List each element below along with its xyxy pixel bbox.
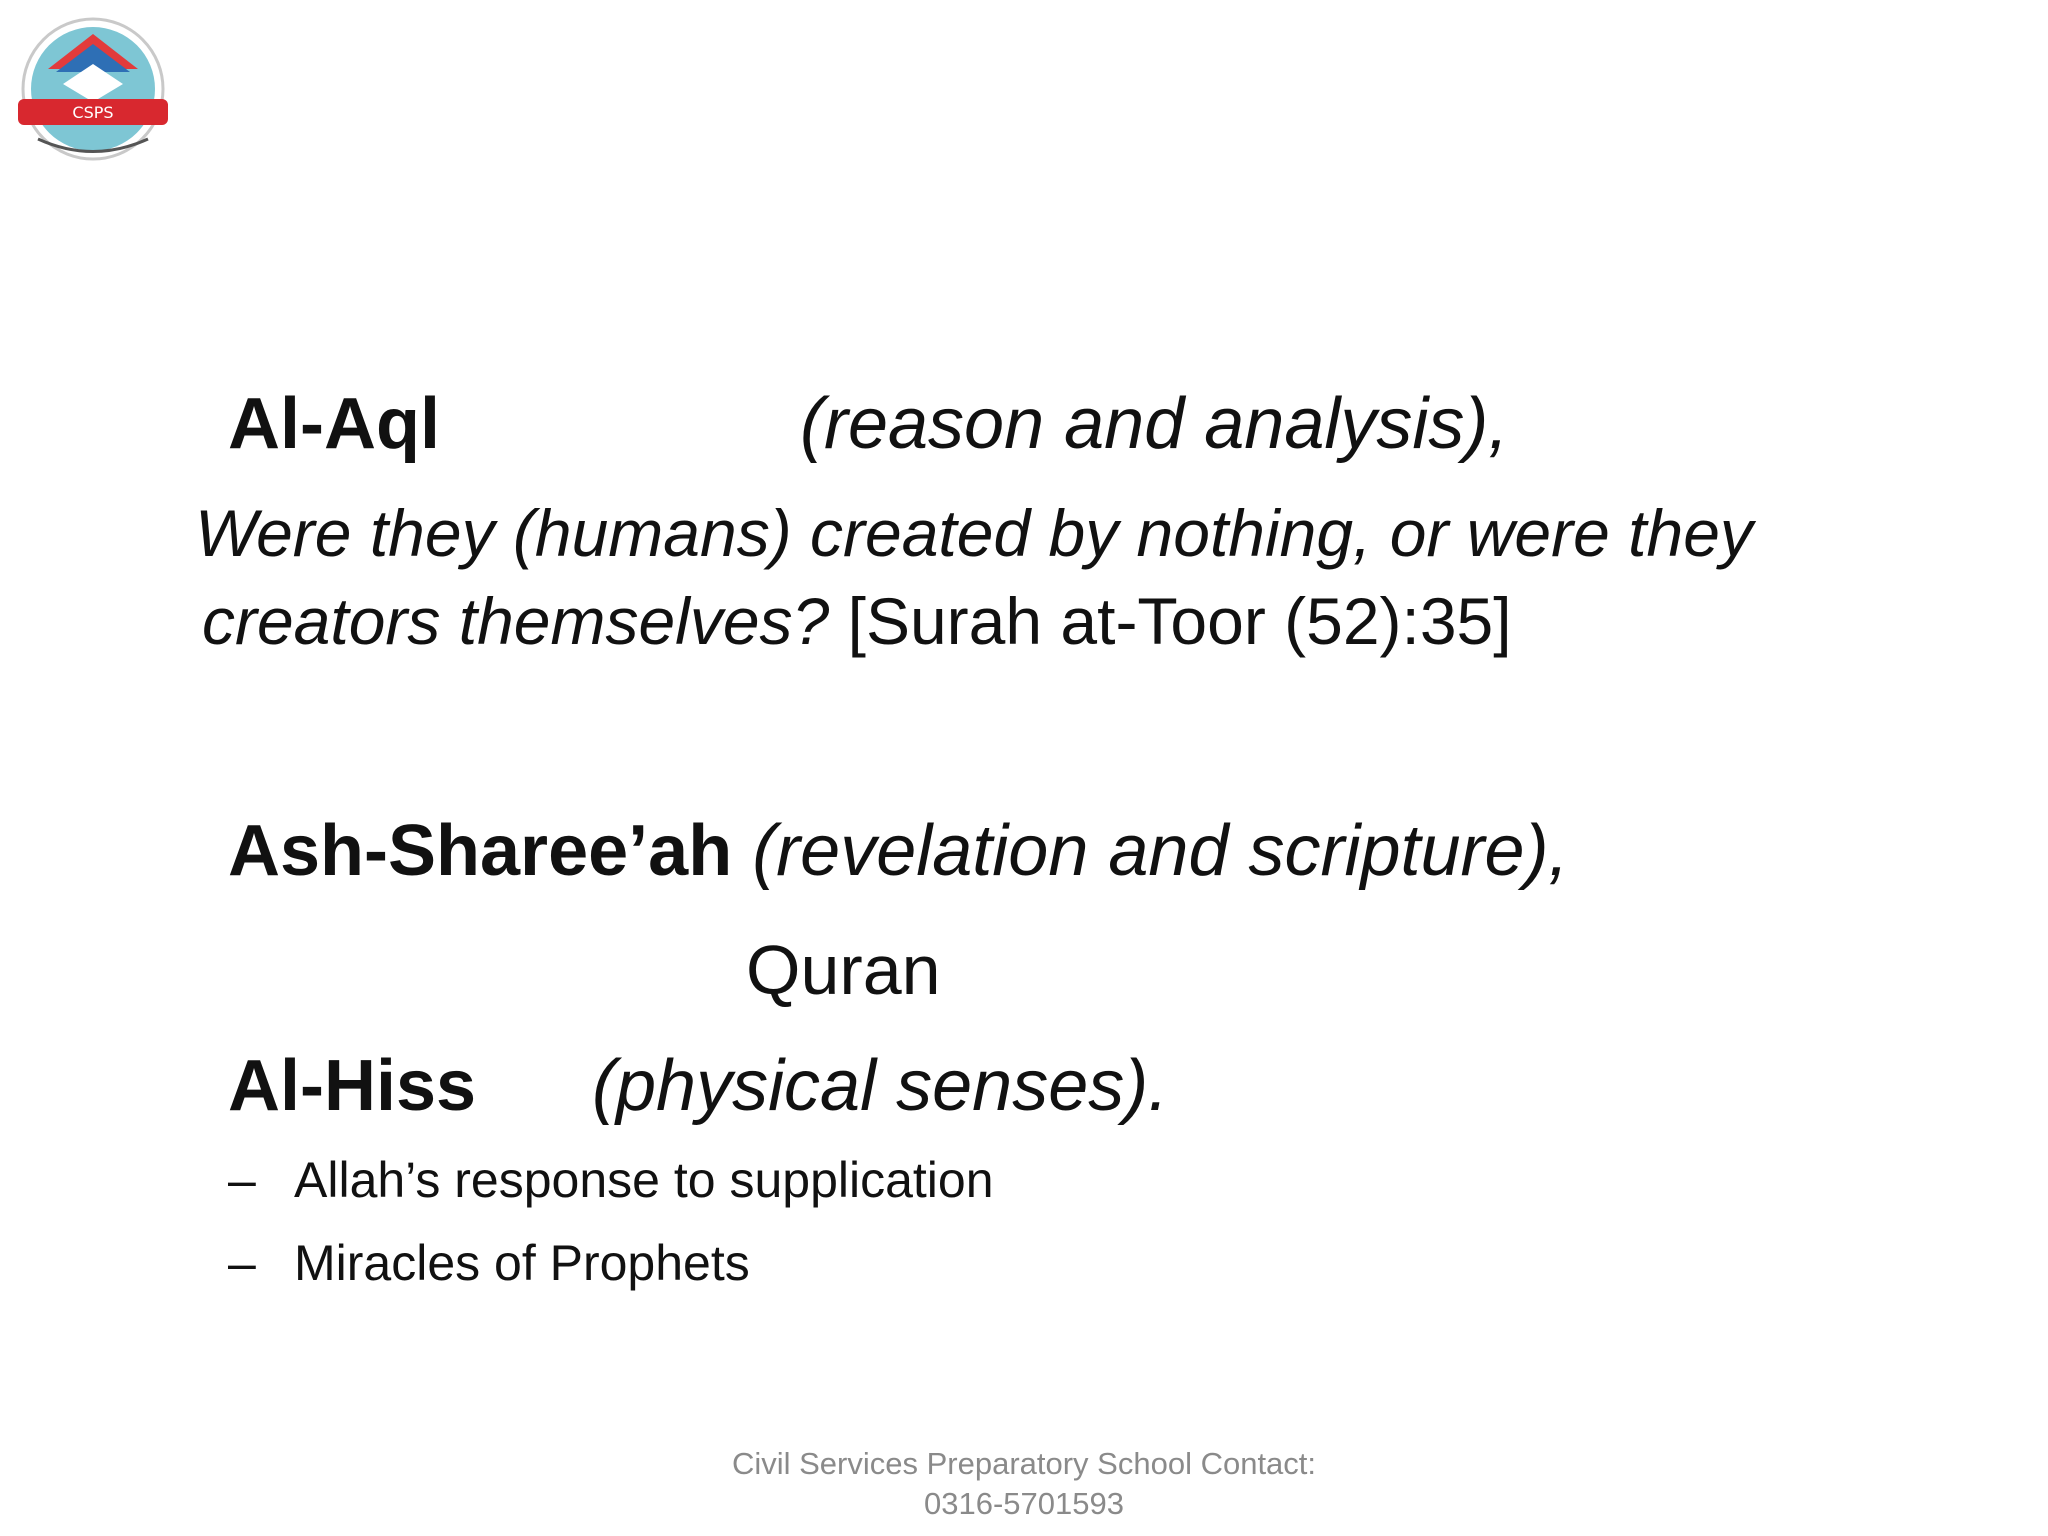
quote-reference: [Surah at-Toor (52):35] — [829, 584, 1512, 658]
desc-al-hiss: (physical senses). — [592, 1046, 1169, 1126]
quote-line-1: Were they (humans) created by nothing, or were they — [195, 496, 1753, 570]
footer — [0, 1444, 2048, 1524]
school-logo — [8, 14, 178, 169]
bullet-item — [228, 1235, 750, 1291]
quote-line-2-italic: creators themselves? — [202, 584, 830, 658]
shareeah-line — [228, 811, 1569, 891]
footer-contact-number: 0316-5701593 — [924, 1486, 1124, 1521]
logo-abbr: CSPS — [72, 103, 114, 122]
bullet-dash: – — [228, 1235, 256, 1291]
quote-line-2 — [202, 584, 1512, 658]
desc-al-aql: (reason and analysis), — [800, 384, 1509, 464]
bullet-dash: – — [228, 1152, 256, 1208]
desc-ash-shareeah: (revelation and scripture), — [732, 811, 1569, 891]
term-al-hiss: Al-Hiss — [228, 1046, 477, 1126]
quran-label: Quran — [746, 931, 941, 1009]
bullet-text: Miracles of Prophets — [294, 1235, 750, 1291]
bullet-item — [228, 1152, 994, 1208]
bullet-text: Allah’s response to supplication — [294, 1152, 994, 1208]
term-ash-shareeah: Ash-Sharee’ah — [228, 811, 733, 891]
term-al-aql: Al-Aql — [228, 384, 440, 464]
footer-line-1: Civil Services Preparatory School Contact: — [731, 1446, 1317, 1481]
